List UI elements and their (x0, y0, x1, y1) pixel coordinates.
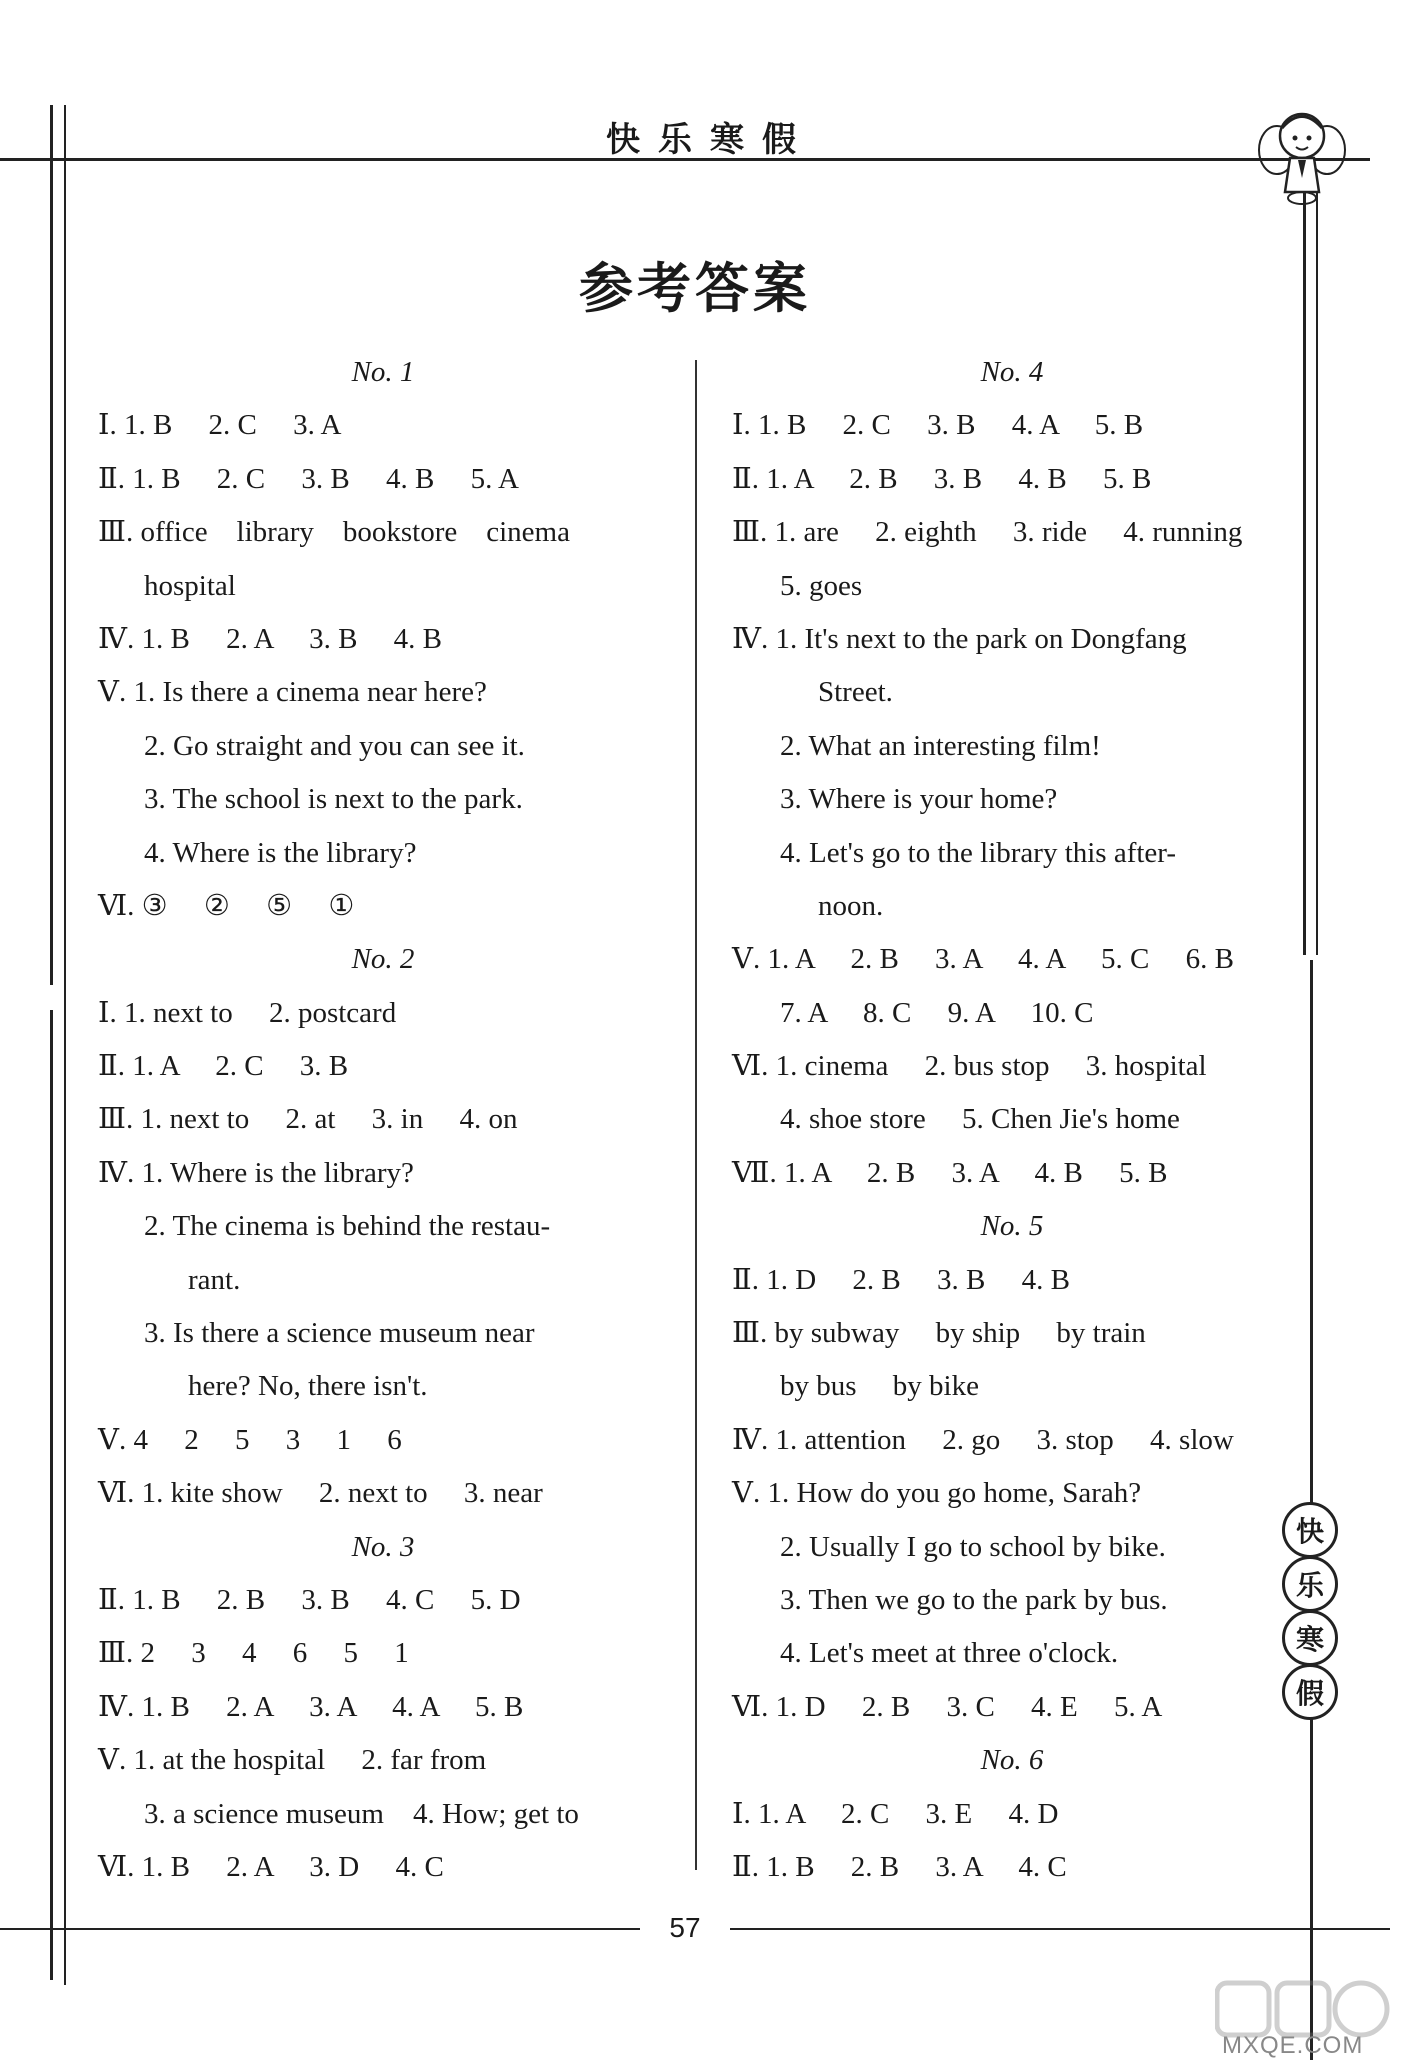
footer-rule-right (730, 1928, 1390, 1930)
answer-line (98, 827, 668, 880)
answer-text: . 1. at the hospital 2. far from (118, 1744, 487, 1777)
side-badge-2 (1282, 1556, 1338, 1612)
answer-line (98, 1040, 668, 1093)
answer-text: . by subway by ship by train (759, 1317, 1146, 1350)
answer-line (98, 1734, 668, 1787)
answer-line (732, 399, 1292, 452)
side-badge-4 (1282, 1664, 1338, 1720)
answer-text: . 1. are 2. eighth 3. ride 4. running (759, 516, 1243, 549)
answer-line (732, 1788, 1292, 1841)
answer-text: . 1. D 2. B 3. B 4. B (751, 1263, 1070, 1296)
answer-text: 4. shoe store 5. Chen Jie's home (780, 1103, 1180, 1136)
answer-line (732, 987, 1292, 1040)
section-numeral: Ⅴ (732, 943, 753, 976)
side-badge-text: 乐 (1282, 1556, 1338, 1612)
answer-line (732, 613, 1292, 666)
answer-line (732, 453, 1292, 506)
section-numeral: Ⅱ (98, 1583, 118, 1616)
fairy-mascot-icon (1255, 100, 1347, 210)
section-numeral: Ⅲ (98, 1637, 126, 1670)
answer-line (98, 720, 668, 773)
answer-line (732, 1360, 1292, 1413)
answer-text: . 1. A 2. B 3. A 4. B 5. B (769, 1156, 1168, 1189)
answer-line (98, 1841, 668, 1894)
answer-line (732, 1681, 1292, 1734)
left-margin-line-lower (50, 1010, 53, 1980)
answer-text: noon. (818, 889, 884, 922)
section-numeral: Ⅵ (98, 889, 128, 922)
side-badge-text: 假 (1282, 1664, 1338, 1720)
header-title: 快乐寒假 (606, 120, 814, 160)
answer-text: 3. Is there a science museum near (144, 1317, 535, 1350)
answer-text: 3. a science museum 4. How; get to (144, 1797, 579, 1830)
answer-text: . 1. B 2. C 3. B 4. B 5. A (117, 462, 519, 495)
section-numeral: Ⅱ (732, 1263, 752, 1296)
answer-key-title: 参考答案 (579, 256, 811, 320)
answer-line (732, 720, 1292, 773)
answer-text: . 1. A 2. B 3. A 4. A 5. C 6. B (752, 943, 1234, 976)
exercise-number-heading: No. 3 (351, 1530, 415, 1563)
section-numeral: Ⅲ (732, 516, 760, 549)
answer-text: rant. (188, 1263, 241, 1296)
answer-line (98, 1788, 668, 1841)
answer-text: . 1. Where is the library? (126, 1156, 414, 1189)
answer-text: 5. goes (780, 569, 863, 602)
answer-line (98, 453, 668, 506)
answer-line (732, 1307, 1292, 1360)
answer-text: 2. The cinema is behind the restau- (144, 1210, 551, 1243)
column-divider (695, 360, 697, 1870)
section-numeral: Ⅱ (732, 1850, 752, 1883)
answer-line (732, 666, 1292, 719)
section-numeral: Ⅶ (732, 1156, 770, 1189)
section-numeral: Ⅳ (732, 1423, 761, 1456)
answer-text: hospital (144, 569, 236, 602)
side-badge-text: 寒 (1282, 1610, 1338, 1666)
answer-line (98, 1200, 668, 1253)
section-numeral: Ⅲ (98, 516, 126, 549)
answer-text: . 1. A 2. C 3. B (117, 1050, 349, 1083)
answer-text: . 1. B 2. A 3. D 4. C (127, 1850, 444, 1883)
answer-text: 3. Where is your home? (780, 783, 1058, 816)
answer-line (98, 1681, 668, 1734)
answer-text: . 1. attention 2. go 3. stop 4. slow (760, 1423, 1234, 1456)
answer-line (98, 1360, 668, 1413)
answer-text: 2. Usually I go to school by bike. (780, 1530, 1166, 1563)
answer-text: . 1. next to 2. at 3. in 4. on (125, 1103, 518, 1136)
right-answer-column (732, 346, 1292, 1894)
answer-text: . 2 3 4 6 5 1 (125, 1637, 409, 1670)
answer-text: 4. Let's go to the library this after- (780, 836, 1177, 869)
answer-text: Street. (818, 676, 893, 709)
section-numeral: Ⅴ (98, 676, 119, 709)
section-numeral: Ⅲ (732, 1317, 760, 1350)
answer-line (98, 1254, 668, 1307)
answer-line (732, 880, 1292, 933)
answer-text: . 1. B 2. B 3. A 4. C (751, 1850, 1067, 1883)
answer-text: . office library bookstore cinema (125, 516, 570, 549)
exercise-number-heading: No. 1 (351, 356, 415, 388)
answer-line (732, 1574, 1292, 1627)
side-badge-1 (1282, 1502, 1338, 1558)
section-numeral: Ⅳ (98, 622, 127, 655)
answer-line (98, 506, 668, 559)
answer-text: by bus by bike (780, 1370, 979, 1403)
answer-text: . 1. B 2. C 3. B 4. A 5. B (743, 409, 1144, 442)
answer-text: 3. The school is next to the park. (144, 783, 523, 816)
answer-text: . 1. kite show 2. next to 3. near (127, 1477, 543, 1510)
section-numeral: Ⅱ (98, 462, 118, 495)
answer-text: 3. Then we go to the park by bus. (780, 1583, 1168, 1616)
answer-line (732, 1414, 1292, 1467)
page-number: 57 (669, 1912, 701, 1943)
answer-text: 7. A 8. C 9. A 10. C (780, 996, 1094, 1029)
side-badge-text: 快 (1282, 1502, 1338, 1558)
answer-text: . 1. B 2. C 3. A (109, 409, 342, 442)
answer-line (98, 1467, 668, 1520)
answer-line (732, 933, 1292, 986)
answer-text: 2. What an interesting film! (780, 729, 1101, 762)
answer-line (98, 880, 668, 933)
answer-line (98, 987, 668, 1040)
answer-line (732, 1147, 1292, 1200)
answer-line (98, 1574, 668, 1627)
answer-text: . 1. It's next to the park on Dongfang (760, 622, 1187, 655)
section-numeral: Ⅲ (98, 1103, 126, 1136)
answer-line (732, 1093, 1292, 1146)
section-numeral: Ⅵ (98, 1477, 128, 1510)
answer-text: . 1. B 2. A 3. B 4. B (126, 622, 443, 655)
section-numeral: Ⅵ (732, 1690, 762, 1723)
watermark-text: MXQE.COM (1222, 2032, 1364, 2059)
answer-line (732, 506, 1292, 559)
answer-line (732, 1040, 1292, 1093)
answer-text: . 1. A 2. C 3. E 4. D (743, 1797, 1059, 1830)
section-numeral: Ⅵ (98, 1850, 128, 1883)
answer-line (98, 1093, 668, 1146)
section-numeral: Ⅰ (732, 1797, 744, 1830)
section-numeral: Ⅰ (98, 996, 110, 1029)
answer-text: 4. Where is the library? (144, 836, 417, 869)
answer-line (732, 560, 1292, 613)
left-margin-line (50, 105, 53, 985)
answer-line (98, 1414, 668, 1467)
answer-line (98, 773, 668, 826)
answer-line (732, 827, 1292, 880)
side-badge-3 (1282, 1610, 1338, 1666)
exercise-number-heading: No. 4 (980, 356, 1044, 388)
answer-line (98, 613, 668, 666)
answer-line (732, 1254, 1292, 1307)
section-numeral: Ⅰ (98, 409, 110, 442)
answer-line (98, 560, 668, 613)
answer-text: . 1. next to 2. postcard (109, 996, 397, 1029)
answer-text: . 1. A 2. B 3. B 4. B 5. B (751, 462, 1152, 495)
answer-text: . 1. B 2. B 3. B 4. C 5. D (117, 1583, 521, 1616)
answer-line (98, 1147, 668, 1200)
left-margin-line-inner (64, 105, 66, 1985)
section-numeral: Ⅱ (732, 462, 752, 495)
section-numeral: Ⅰ (732, 409, 744, 442)
section-numeral: Ⅱ (98, 1050, 118, 1083)
exercise-number-heading: No. 5 (980, 1210, 1044, 1243)
answer-text: . 1. B 2. A 3. A 4. A 5. B (126, 1690, 524, 1723)
section-numeral: Ⅴ (98, 1744, 119, 1777)
answer-line (98, 1627, 668, 1680)
section-numeral: Ⅴ (732, 1477, 753, 1510)
answer-line (732, 1467, 1292, 1520)
answer-line (98, 399, 668, 452)
answer-text: 2. Go straight and you can see it. (144, 729, 525, 762)
footer-rule (0, 1928, 640, 1930)
answer-text: . 4 2 5 3 1 6 (118, 1423, 402, 1456)
section-numeral: Ⅳ (732, 622, 761, 655)
answer-line (732, 1627, 1292, 1680)
answer-text: . 1. cinema 2. bus stop 3. hospital (761, 1050, 1207, 1083)
answer-line (732, 1521, 1292, 1574)
answer-text: . 1. D 2. B 3. C 4. E 5. A (761, 1690, 1163, 1723)
answer-line (98, 666, 668, 719)
exercise-number-heading: No. 6 (980, 1744, 1044, 1777)
section-numeral: Ⅴ (98, 1423, 119, 1456)
answer-text: . 1. How do you go home, Sarah? (752, 1477, 1142, 1510)
answer-text: here? No, there isn't. (188, 1370, 428, 1403)
answer-line (732, 773, 1292, 826)
answer-text: 4. Let's meet at three o'clock. (780, 1637, 1119, 1670)
section-numeral: Ⅳ (98, 1156, 127, 1189)
answer-text: . 1. Is there a cinema near here? (118, 676, 487, 709)
exercise-number-heading: No. 2 (351, 943, 415, 976)
section-numeral: Ⅵ (732, 1050, 762, 1083)
left-answer-column (98, 346, 668, 1894)
answer-line (98, 1307, 668, 1360)
answer-text: . ③ ② ⑤ ① (127, 889, 355, 922)
section-numeral: Ⅳ (98, 1690, 127, 1723)
answer-line (732, 1841, 1292, 1894)
